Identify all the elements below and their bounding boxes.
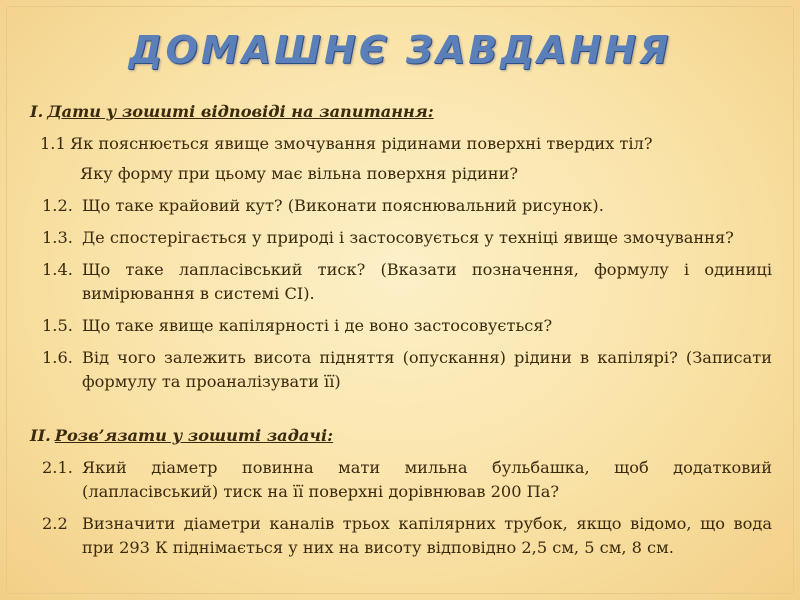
section-1-heading [30,100,772,124]
question-number: 1.2. [42,196,73,215]
question-text: Що таке крайовий кут? (Виконати пояснювальний рисунок). [82,196,604,215]
question-number: 1.3. [42,228,73,247]
question-text: Що таке явище капілярності і де воно застосовується? [82,316,553,335]
question-item [30,258,772,306]
task-number: 2.1. [42,458,73,477]
question-number: 1.5. [42,316,73,335]
question-text: Як пояснюється явище змочування рідинами поверхні твердих тіл? [70,134,653,153]
section-1-number: I. [30,102,44,121]
task-text: Який діаметр повинна мати мильна бульбашка, щоб додатковий (лапласівський) тиск на її поверхні дорівнював 200 Па? [82,458,772,501]
question-text: Від чого залежить висота підняття (опускання) рідини в капілярі? (Записати формулу та проаналізувати її) [82,348,772,391]
task-text: Визначити діаметри каналів трьох капілярних трубок, якщо відомо, що вода при 293 К піднімається у них на висоту відповідно 2,5 см, 5 см, 8 см. [82,514,772,557]
slide-title: ДОМАШНЄ ЗАВДАННЯ [128,28,672,72]
question-continuation: Яку форму при цьому має вільна поверхня рідини? [80,164,519,183]
question-number: 1.6. [42,348,73,367]
task-item [30,512,772,560]
section-2-title: Розв’язати у зошиті задачі: [54,426,334,445]
question-item [30,226,772,250]
slide-content [30,100,772,568]
section-2-heading [30,424,772,448]
question-number: 1.1 [40,134,66,153]
question-item [30,314,772,338]
task-item [30,456,772,504]
task-number: 2.2 [42,514,68,533]
question-text: Що таке лапласівський тиск? (Вказати позначення, формулу і одиниці вимірювання в системі СІ). [82,260,772,303]
question-item [30,132,772,156]
question-number: 1.4. [42,260,73,279]
section-1-title: Дати у зошиті відповіді на запитання: [47,102,434,121]
question-text: Де спостерігається у природі і застосовується у техніці явище змочування? [82,228,734,247]
question-item [30,194,772,218]
section-2-number: II. [30,426,51,445]
section-spacer [30,402,772,424]
question-item [30,346,772,394]
